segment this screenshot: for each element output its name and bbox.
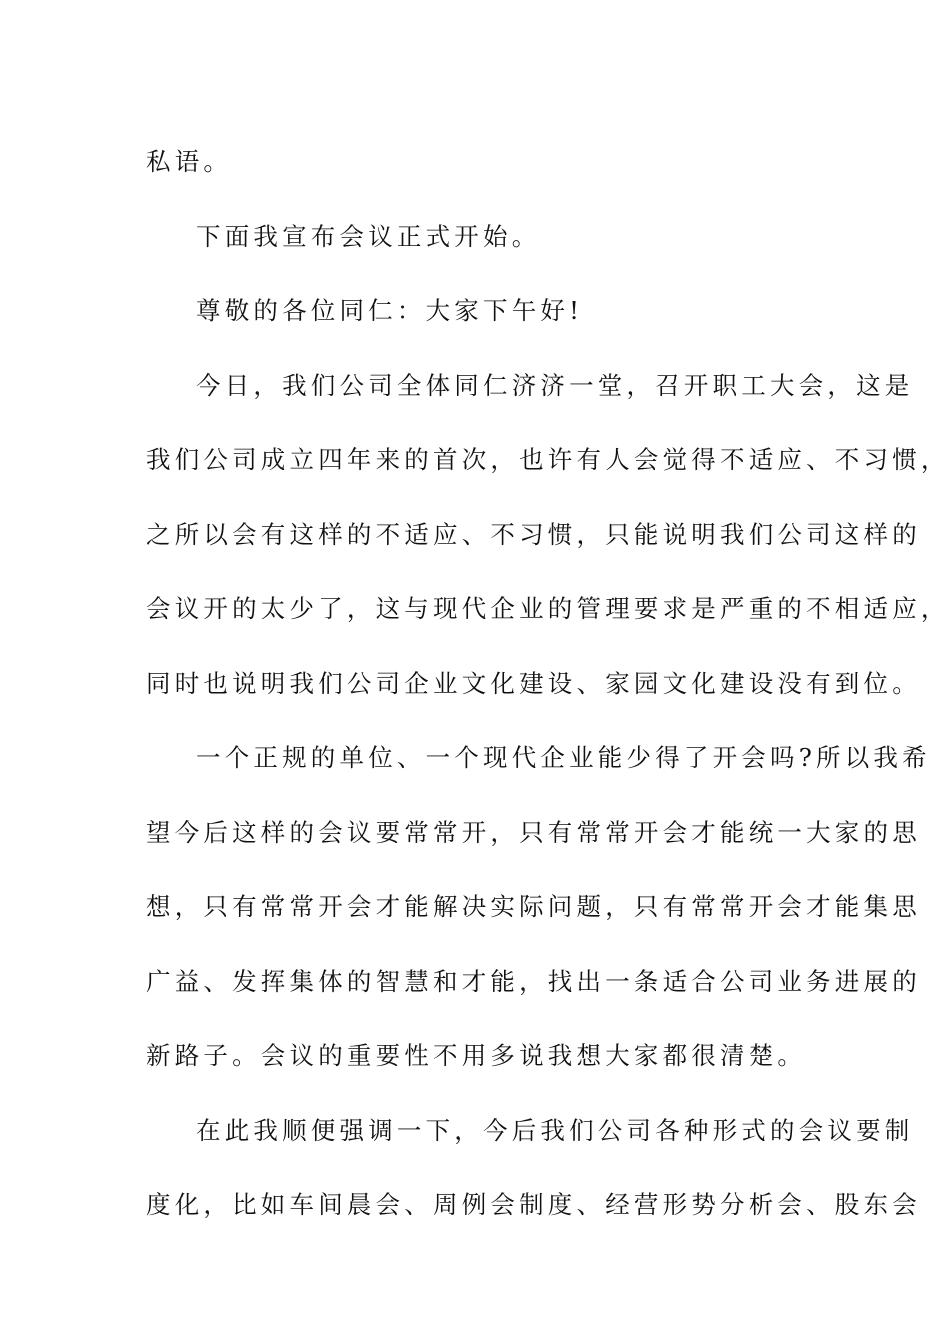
text-line-5: 我们公司成立四年来的首次，也许有人会觉得不适应、不习惯， [146,445,950,474]
text-line-6: 之所以会有这样的不适应、不习惯，只能说明我们公司这样的 [146,519,921,549]
text-line-15: 度化，比如车间晨会、周例会制度、经营形势分析会、股东会 [146,1190,921,1219]
text-line-12: 广益、发挥集体的智慧和才能，找出一条适合公司业务进展的 [146,966,921,996]
text-line-10: 望今后这样的会议要常常开，只有常常开会才能统一大家的思 [146,817,921,847]
text-line-3: 尊敬的各位同仁：大家下午好! [196,296,584,325]
text-line-4: 今日，我们公司全体同仁济济一堂，召开职工大会，这是 [196,370,914,400]
document-body [146,125,950,1243]
text-line-7: 会议开的太少了，这与现代企业的管理要求是严重的不相适应， [146,594,950,623]
text-line-1: 私语。 [146,147,233,176]
text-line-13: 新路子。会议的重要性不用多说我想大家都很清楚。 [146,1041,807,1070]
text-line-8: 同时也说明我们公司企业文化建设、家园文化建设没有到位。 [146,668,921,698]
text-line-9: 一个正规的单位、一个现代企业能少得了开会吗?所以我希 [196,743,931,772]
text-line-2: 下面我宣布会议正式开始。 [196,221,541,251]
text-line-11: 想，只有常常开会才能解决实际问题，只有常常开会才能集思 [146,892,921,921]
text-line-14: 在此我顺便强调一下，今后我们公司各种形式的会议要制 [196,1115,914,1145]
